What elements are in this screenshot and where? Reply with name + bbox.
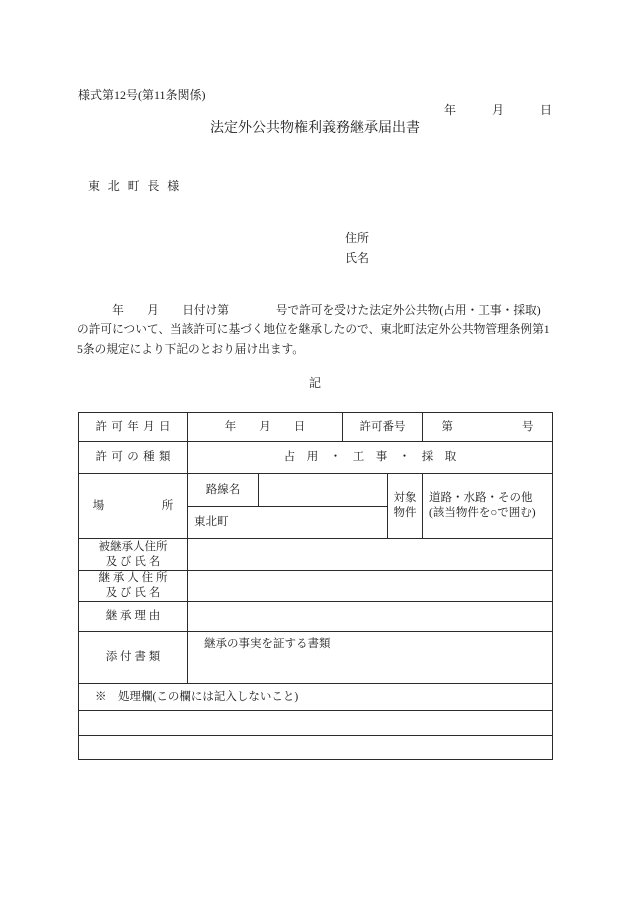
contact-block [345,228,369,268]
permit-date-label: 許可年月日 [79,413,188,442]
place-label: 場 所 [79,474,188,539]
processing-field [79,711,553,736]
table-row [79,602,553,632]
target-object-options [423,474,553,539]
route-name-field [259,474,388,507]
predecessor-label-line: 被継承人住所 [98,540,168,553]
permit-number-label: 許可番号 [343,413,423,442]
table-row [79,442,553,474]
target-object-label-line: 物件 [393,507,417,519]
table-row [79,684,553,711]
note-heading: 記 [308,376,321,390]
table-row [79,632,553,684]
table-row [79,474,553,507]
table-row [79,413,553,442]
successor-label-line: 及 び 氏 名 [105,587,161,599]
table-row [79,711,553,736]
name-label: 氏名 [345,251,370,265]
predecessor-label [79,539,188,571]
addressee: 東北町長様 [88,179,188,193]
permit-type-options: 占 用 ・ 工 事 ・ 採 取 [188,442,553,474]
body-paragraph [77,301,557,359]
table-row [79,539,553,571]
paragraph-line: の許可について、当該許可に基づく地位を継承したので、東北町法定外公共物管理条例第1 [77,323,550,337]
table-row [79,571,553,602]
successor-label-line: 継 承 人 住 所 [98,572,168,584]
target-object-label [388,474,423,539]
processing-section-label: ※ 処理欄(この欄には記入しないこと) [79,684,553,711]
attachments-field: 継承の事実を証する書類 [188,632,553,684]
reason-field [188,602,553,632]
date-line: 年 月 日 [443,103,552,117]
successor-label [79,571,188,602]
permit-date-field: 年 月 日 [188,413,343,442]
reason-label: 継 承 理 由 [79,602,188,632]
successor-field [188,571,553,602]
form-table-wrapper [78,412,553,760]
paragraph-line: 5条の規定により下記のとおり届け出ます。 [77,342,304,356]
form-number: 様式第12号(第11条関係) [78,88,206,102]
processing-field [79,736,553,760]
predecessor-field [188,539,553,571]
permit-type-label: 許可の種類 [79,442,188,474]
town-prefix-field: 東北町 [188,507,388,539]
page-title: 法定外公共物権利義務継承届出書 [210,121,420,136]
target-object-label-line: 対象 [393,492,417,504]
target-object-options-line: 道路・水路・その他 [429,492,533,504]
predecessor-label-line: 及 び 氏 名 [105,555,161,568]
permit-number-field: 第 号 [423,413,553,442]
target-object-options-line: (該当物件を○で囲む) [429,507,536,519]
address-label: 住所 [345,231,370,245]
form-table [78,412,553,760]
attachments-label: 添 付 書 類 [79,632,188,684]
paragraph-line: 年 月 日付け第 号で許可を受けた法定外公共物(占用・工事・採取) [77,304,541,317]
route-name-label: 路線名 [188,474,259,507]
table-row [79,736,553,760]
